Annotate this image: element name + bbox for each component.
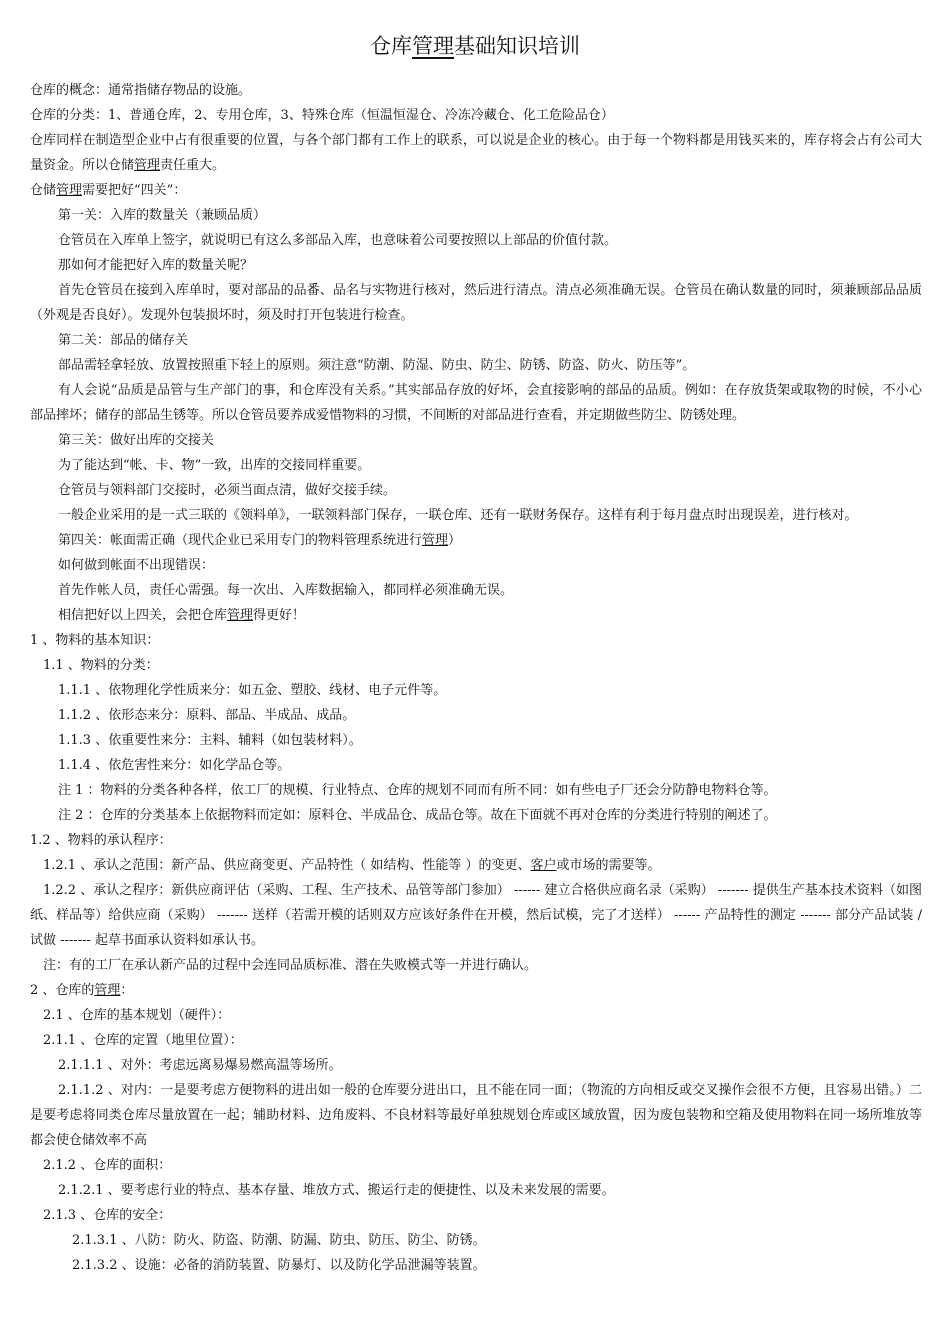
- paragraph: 首先仓管员在接到入库单时，要对部品的品番、品名与实物进行核对，然后进行清点。清点必须准确无误。仓管员在确认数量的同时，须兼顾部品品质（外观是否良好）。发现外包装损坏时，须及时打开包装进行检查。: [30, 283, 922, 323]
- note: 注 1 ：物料的分类各种各样，依工厂的规模、行业特点、仓库的规划不同而有所不同：如有些电子厂还会分防静电物料仓等。: [58, 783, 777, 798]
- section-heading: 2 、仓库的管理：: [30, 983, 134, 998]
- section-heading: 第二关：部品的储存关: [58, 333, 189, 348]
- list-item: 2.1.3.2 、设施：必备的消防装置、防暴灯、以及防化学品泄漏等装置。: [72, 1258, 486, 1273]
- page-title: [0, 30, 950, 60]
- paragraph: 仓储管理需要把好“四关”：: [30, 183, 187, 198]
- subsection-heading: 2.1.1 、仓库的定置（地里位置）：: [43, 1033, 243, 1048]
- title-underlined-part: 管理: [412, 34, 454, 58]
- paragraph: 一般企业采用的是一式三联的《领料单》，一联领料部门保存，一联仓库、还有一联财务保存。这样有利于每月盘点时出现误差，进行核对。: [58, 508, 858, 523]
- section-heading: 1 、物料的基本知识：: [30, 633, 160, 648]
- section-heading: 第四关：帐面需正确（现代企业已采用专门的物料管理系统进行管理）: [58, 533, 462, 548]
- subsection-heading: 2.1.3 、仓库的安全：: [43, 1208, 172, 1223]
- section-heading: 第三关：做好出库的交接关: [58, 433, 215, 448]
- list-item: 2.1.3.1 、八防：防火、防盗、防潮、防漏、防虫、防压、防尘、防锈。: [72, 1233, 486, 1248]
- list-item: 2.1.1.1 、对外：考虑远离易爆易燃高温等场所。: [58, 1058, 342, 1073]
- paragraph: 部品需轻拿轻放、放置按照重下轻上的原则。须注意“防潮、防湿、防虫、防尘、防锈、防盗、防火、防压等”。: [58, 358, 696, 373]
- paragraph: 仓库同样在制造型企业中占有很重要的位置，与各个部门都有工作上的联系，可以说是企业的核心。由于每一个物料都是用钱买来的，库存将会占有公司大量资金。所以仓储管理责任重大。: [30, 133, 922, 173]
- paragraph: 首先作帐人员，责任心需强。每一次出、入库数据输入，都同样必须准确无误。: [58, 583, 514, 598]
- list-item: 1.1.1 、依物理化学性质来分：如五金、塑胶、线材、电子元件等。: [58, 683, 447, 698]
- paragraph: 为了能达到“帐、卡、物”一致，出库的交接同样重要。: [58, 458, 371, 473]
- list-item: 1.1.2 、依形态来分：原料、部品、半成品、成品。: [58, 708, 356, 723]
- paragraph: 那如何才能把好入库的数量关呢？: [58, 258, 254, 273]
- paragraph: 相信把好以上四关，会把仓库管理得更好！: [58, 608, 306, 623]
- list-item: 2.1.2.1 、要考虑行业的特点、基本存量、堆放方式、搬运行走的便捷性、以及未来发展的需要。: [58, 1183, 615, 1198]
- subsection-heading: 2.1 、仓库的基本规划（硬件）：: [43, 1008, 231, 1023]
- title-part: 仓库: [370, 34, 412, 58]
- paragraph: 有人会说“品质是品管与生产部门的事，和仓库没有关系。”其实部品存放的好坏，会直接影响的部品的品质。例如：在存放货架或取物的时候，不小心部品摔坏；储存的部品生锈等。所以仓管员要养成爱惜物料的习惯，不间断的对部品进行查看，并定期做些防尘、防锈处理。: [30, 383, 922, 423]
- document-body: [30, 78, 922, 1278]
- list-item: 1.2.1 、承认之范围：新产品、供应商变更、产品特性（ 如结构、性能等 ）的变更、客户或市场的需要等。: [43, 858, 661, 873]
- list-item: 1.1.3 、依重要性来分：主料、辅料（如包装材料）。: [58, 733, 362, 748]
- note: 注：有的工厂在承认新产品的过程中会连同品质标准、潜在失败模式等一并进行确认。: [43, 958, 538, 973]
- subsection-heading: 1.2 、物料的承认程序：: [30, 833, 172, 848]
- list-item: 1.1.4 、依危害性来分：如化学品仓等。: [58, 758, 291, 773]
- paragraph: 仓库的概念：通常指储存物品的设施。: [30, 83, 252, 98]
- section-heading: 第一关：入库的数量关（兼顾品质）: [58, 208, 267, 223]
- paragraph: 仓管员与领料部门交接时，必须当面点清，做好交接手续。: [58, 483, 397, 498]
- subsection-heading: 1.1 、物料的分类：: [43, 658, 159, 673]
- paragraph: 仓管员在入库单上签字，就说明已有这么多部品入库，也意味着公司要按照以上部品的价值付款。: [58, 233, 618, 248]
- note: 注 2 ：仓库的分类基本上依据物料而定如：原料仓、半成品仓、成品仓等。故在下面就不再对仓库的分类进行特别的阐述了。: [58, 808, 777, 823]
- title-part: 基础知识培训: [454, 34, 580, 58]
- paragraph: 仓库的分类：1、普通仓库，2、专用仓库，3、特殊仓库（恒温恒湿仓、冷冻冷藏仓、化工危险品仓）: [30, 108, 614, 123]
- list-item: 1.2.2 、承认之程序：新供应商评估（采购、工程、生产技术、品管等部门参加） ------ 建立合格供应商名录（采购） ------- 提供生产基本技术资料（如图纸、样品等）给供应商（采购） ------- 送样（若需开模的话则双方应该好条件在开模，然后试模，完了才送样） ------ 产品特性的测定 ------- 部分产品试装 / 试做 ------- 起草书面承认资料如承认书。: [30, 883, 922, 948]
- list-item: 2.1.1.2 、对内：一是要考虑方便物料的进出如一般的仓库要分进出口，且不能在同一面；（物流的方向相反或交叉操作会很不方便，且容易出错。）二是要考虑将同类仓库尽量放置在一起；辅助材料、边角废料、不良材料等最好单独规划仓库或区域放置，因为废包装物和空箱及使用物料在同一场所堆放等都会使仓储效率不高: [30, 1083, 922, 1148]
- subsection-heading: 2.1.2 、仓库的面积：: [43, 1158, 172, 1173]
- paragraph: 如何做到帐面不出现错误：: [58, 558, 215, 573]
